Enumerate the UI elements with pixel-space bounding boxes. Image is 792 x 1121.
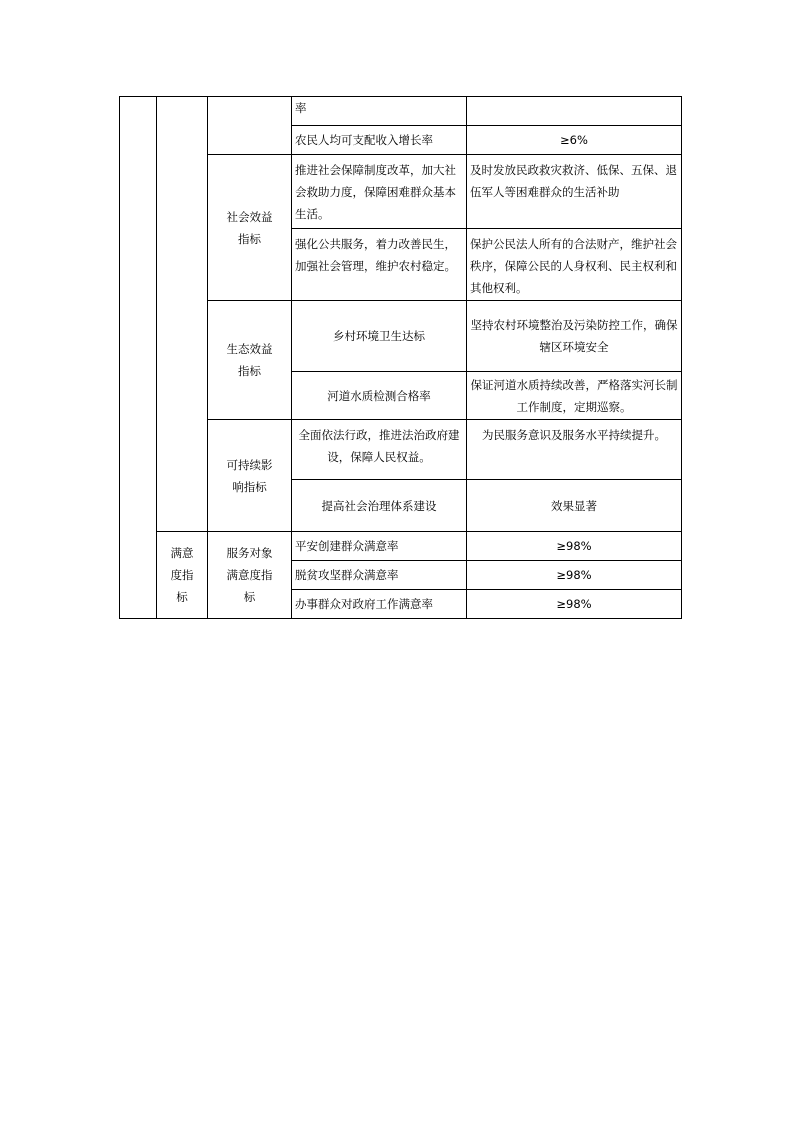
indicator-cell: 河道水质检测合格率 bbox=[292, 372, 467, 420]
table-row bbox=[120, 532, 682, 561]
value-cell bbox=[467, 97, 682, 126]
indicator-cell: 脱贫攻坚群众满意率 bbox=[292, 561, 467, 590]
indicator-cell: 全面依法行政，推进法治政府建设，保障人民权益。 bbox=[292, 420, 467, 480]
indicator-cell: 率 bbox=[292, 97, 467, 126]
indicator-cell: 乡村环境卫生达标 bbox=[292, 301, 467, 372]
level2-label: 满意度指标 bbox=[170, 546, 194, 604]
indicator-cell: 办事群众对政府工作满意率 bbox=[292, 590, 467, 619]
indicator-cell: 农民人均可支配收入增长率 bbox=[292, 126, 467, 155]
category-label: 服务对象满意度指标 bbox=[226, 546, 273, 604]
value-cell: 保护公民法人所有的合法财产，维护社会秩序，保障公民的人身权利、民主权利和其他权利。 bbox=[467, 229, 682, 301]
level2-satisfaction bbox=[157, 532, 208, 619]
category-label: 可持续影响指标 bbox=[226, 457, 273, 494]
category-sustain bbox=[208, 420, 292, 532]
value-cell: ≥6% bbox=[467, 126, 682, 155]
indicator-cell: 推进社会保障制度改革，加大社会救助力度，保障困难群众基本生活。 bbox=[292, 155, 467, 229]
value-cell: 效果显著 bbox=[467, 480, 682, 532]
value-cell: 保证河道水质持续改善，严格落实河长制工作制度，定期巡察。 bbox=[467, 372, 682, 420]
indicator-cell: 强化公共服务，着力改善民生，加强社会管理，维护农村稳定。 bbox=[292, 229, 467, 301]
category-satisfaction bbox=[208, 532, 292, 619]
level3-cell bbox=[208, 97, 292, 155]
indicator-cell: 平安创建群众满意率 bbox=[292, 532, 467, 561]
value-cell: ≥98% bbox=[467, 561, 682, 590]
value-cell: 及时发放民政救灾救济、低保、五保、退伍军人等困难群众的生活补助 bbox=[467, 155, 682, 229]
category-social bbox=[208, 155, 292, 301]
category-eco bbox=[208, 301, 292, 420]
value-cell: ≥98% bbox=[467, 532, 682, 561]
table-row bbox=[120, 97, 682, 126]
level1-cell bbox=[120, 97, 157, 619]
value-cell: 坚持农村环境整治及污染防控工作，确保辖区环境安全 bbox=[467, 301, 682, 372]
indicator-cell: 提高社会治理体系建设 bbox=[292, 480, 467, 532]
performance-indicator-table bbox=[119, 96, 682, 619]
value-cell: 为民服务意识及服务水平持续提升。 bbox=[467, 420, 682, 480]
level2-cell bbox=[157, 97, 208, 532]
category-label: 生态效益指标 bbox=[226, 342, 273, 378]
value-cell: ≥98% bbox=[467, 590, 682, 619]
category-label: 社会效益指标 bbox=[226, 209, 273, 246]
